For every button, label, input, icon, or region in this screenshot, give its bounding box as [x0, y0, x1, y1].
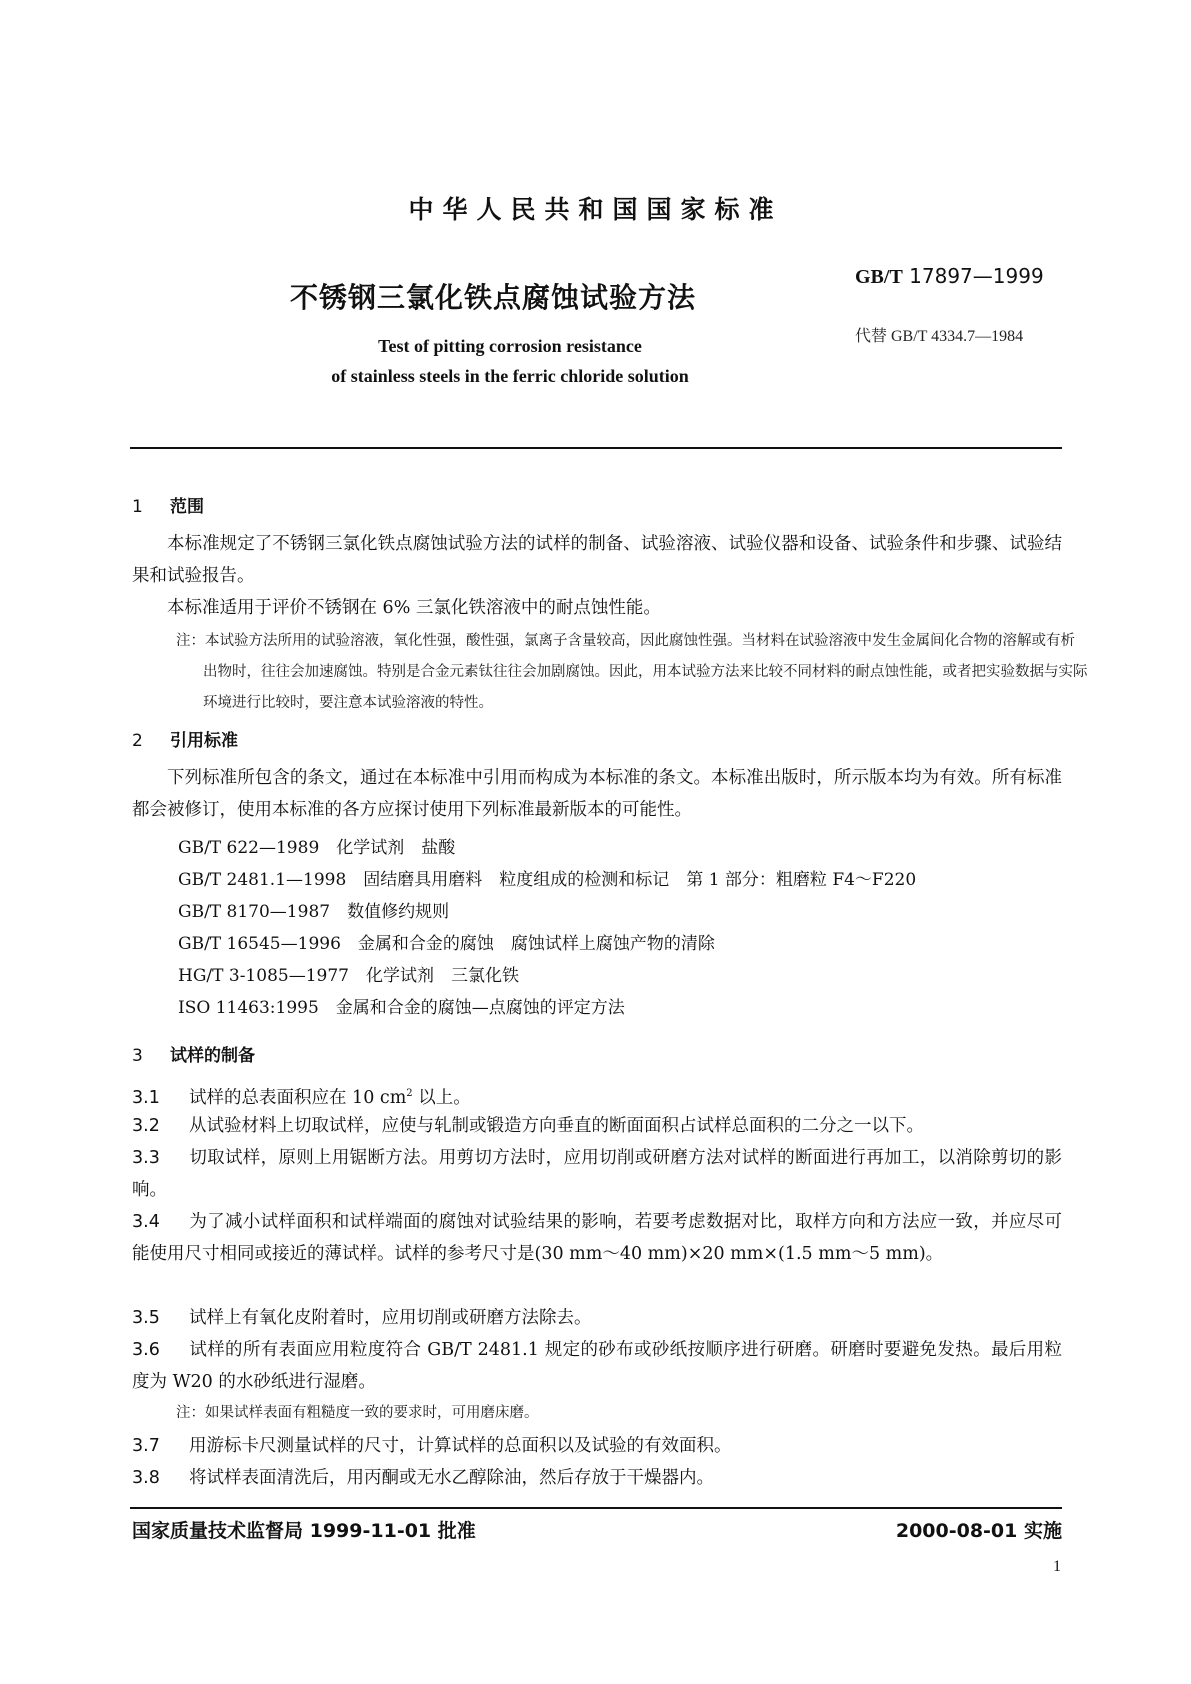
clause-3-3 [132, 1142, 1062, 1206]
clause-number: 3.6 [132, 1340, 160, 1360]
reference-item: HG/T 3-1085—1977 化学试剂 三氯化铁 [178, 966, 519, 986]
clause-3-5 [132, 1302, 1062, 1334]
clause-text: 从试验材料上切取试样，应使与轧制或锻造方向垂直的断面面积占试样总面积的二分之一以下。 [189, 1116, 924, 1136]
reference-item: GB/T 2481.1—1998 固结磨具用磨料 粒度组成的检测和标记 第 1 部分：粗磨粒 F4～F220 [178, 870, 917, 890]
section-1-note: 注：本试验方法所用的试验溶液，氧化性强，酸性强，氯离子含量较高，因此腐蚀性强。当材料在试验溶液中发生金属间化合物的溶解或有析出物时，往往会加速腐蚀。特别是合金元素钛往往会加剧腐蚀。因此，用本试验方法来比较不同材料的耐点蚀性能，或者把实验数据与实际环境进行比较时，要注意本试验溶液的特性。 [176, 633, 1088, 711]
section-1-paragraph-2: 本标准适用于评价不锈钢在 6% 三氯化铁溶液中的耐点蚀性能。 [167, 598, 661, 618]
reference-item: GB/T 8170—1987 数值修约规则 [178, 902, 450, 922]
clause-text: 试样上有氧化皮附着时，应用切削或研磨方法除去。 [189, 1308, 592, 1328]
replaces-standard: 代替 GB/T 4334.7—1984 [855, 328, 1024, 345]
clause-3-1 [132, 1078, 1062, 1114]
section-title: 引用标准 [170, 731, 238, 751]
section-number: 2 [132, 731, 143, 751]
section-title: 试样的制备 [170, 1046, 255, 1066]
national-standard-title: 中华人民共和国国家标准 [408, 195, 783, 224]
clause-number: 3.2 [132, 1116, 160, 1136]
section-title: 范围 [170, 497, 204, 517]
clause-number: 3.4 [132, 1212, 160, 1232]
clause-3-6 [132, 1334, 1062, 1398]
clause-3-8 [132, 1462, 1062, 1494]
standard-prefix: GB/T [855, 266, 903, 288]
footer-divider [130, 1507, 1062, 1509]
clause-text: 切取试样，原则上用锯断方法。用剪切方法时，应用切削或研磨方法对试样的断面进行再加工，以消除剪切的影响。 [132, 1148, 1062, 1200]
section-number: 1 [132, 497, 143, 517]
clause-text: 将试样表面清洗后，用丙酮或无水乙醇除油，然后存放于干燥器内。 [189, 1468, 714, 1488]
implementation-date: 2000-08-01 实施 [895, 1520, 1062, 1542]
section-1-heading [132, 492, 204, 517]
clause-text-tail: 以上。 [412, 1087, 471, 1108]
clause-3-4 [132, 1206, 1062, 1270]
section-3-heading [132, 1041, 255, 1066]
clause-number: 3.3 [132, 1148, 160, 1168]
page-number: 1 [1053, 1558, 1061, 1575]
section-3-note: 注：如果试样表面有粗糙度一致的要求时，可用磨床磨。 [176, 1405, 539, 1421]
reference-item: GB/T 16545—1996 金属和合金的腐蚀 腐蚀试样上腐蚀产物的清除 [178, 934, 715, 954]
reference-item: GB/T 622—1989 化学试剂 盐酸 [178, 838, 456, 858]
approval-date: 国家质量技术监督局 1999-11-01 批准 [132, 1520, 476, 1542]
clause-number: 3.5 [132, 1308, 160, 1328]
clause-text: 为了减小试样面积和试样端面的腐蚀对试验结果的影响，若要考虑数据对比，取样方向和方法应一致，并应尽可能使用尺寸相同或接近的薄试样。试样的参考尺寸是(30 mm～40 mm)×20 mm×(1.5 mm～5 mm)。 [132, 1212, 1062, 1264]
section-1-paragraph-1: 本标准规定了不锈钢三氯化铁点腐蚀试验方法的试样的制备、试验溶液、试验仪器和设备、试验条件和步骤、试验结果和试验报告。 [132, 534, 1062, 586]
section-2-heading [132, 726, 238, 751]
standard-number [855, 264, 1044, 289]
clause-text: 试样的所有表面应用粒度符合 GB/T 2481.1 规定的砂布或砂纸按顺序进行研磨。研磨时要避免发热。最后用粒度为 W20 的水砂纸进行湿磨。 [132, 1340, 1062, 1392]
superscript: 2 [406, 1088, 413, 1099]
reference-item: ISO 11463:1995 金属和合金的腐蚀—点腐蚀的评定方法 [178, 998, 625, 1018]
header-divider [130, 447, 1062, 449]
clause-text: 用游标卡尺测量试样的尺寸，计算试样的总面积以及试验的有效面积。 [189, 1436, 732, 1456]
section-2-paragraph-1: 下列标准所包含的条文，通过在本标准中引用而构成为本标准的条文。本标准出版时，所示版本均为有效。所有标准都会被修订，使用本标准的各方应探讨使用下列标准最新版本的可能性。 [132, 768, 1062, 820]
clause-number: 3.1 [132, 1087, 160, 1108]
clause-number: 3.8 [132, 1468, 160, 1488]
document-title-en-line1: Test of pitting corrosion resistance [378, 336, 642, 356]
document-title-en-line2: of stainless steels in the ferric chloride solution [331, 366, 689, 386]
clause-text: 试样的总表面积应在 10 cm [189, 1087, 407, 1108]
section-number: 3 [132, 1046, 143, 1066]
clause-3-2 [132, 1110, 1062, 1142]
document-title-zh: 不锈钢三氯化铁点腐蚀试验方法 [290, 281, 697, 314]
clause-3-7 [132, 1430, 1062, 1462]
standard-code: 17897—1999 [909, 264, 1044, 288]
clause-number: 3.7 [132, 1436, 160, 1456]
